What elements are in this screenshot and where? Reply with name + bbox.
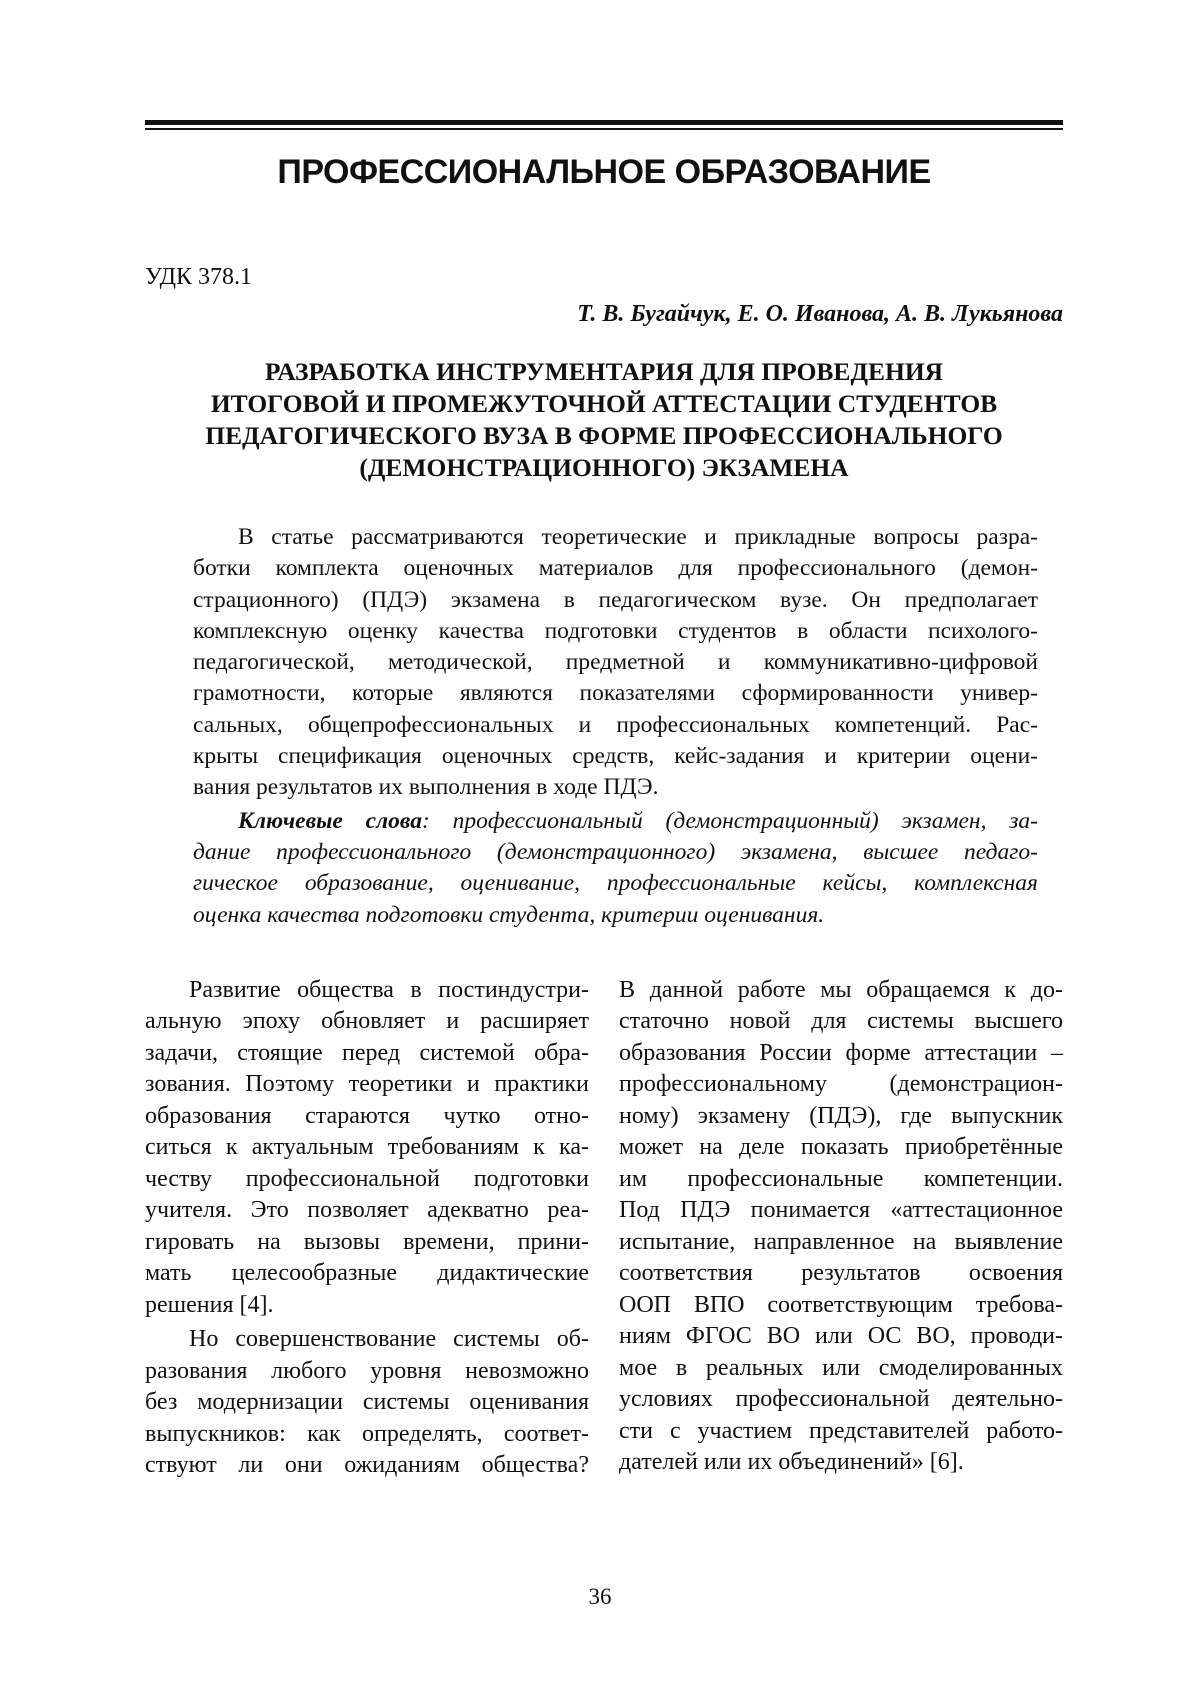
abstract-line: комплексную оценку качества подготовки студентов в области психолого- xyxy=(193,616,1038,647)
section-title: ПРОФЕССИОНАЛЬНОЕ ОБРАЗОВАНИЕ xyxy=(145,152,1063,192)
text-line: ситься к актуальным требованиям к ка- xyxy=(145,1132,589,1164)
text-line: дателей или их объединений» [6]. xyxy=(619,1447,1063,1479)
keywords-line: дание профессионального (демонстрационного) экзамена, высшее педаго- xyxy=(193,837,1038,868)
text-line: испытание, направленное на выявление xyxy=(619,1227,1063,1259)
article-title-line: РАЗРАБОТКА ИНСТРУМЕНТАРИЯ ДЛЯ ПРОВЕДЕНИЯ xyxy=(145,356,1063,388)
paragraph xyxy=(619,975,1063,1479)
text-line: ствуют ли они ожиданиям общества? xyxy=(145,1450,589,1482)
text-line: выпускников: как определять, соответ- xyxy=(145,1419,589,1451)
text-line: без модернизации системы оценивания xyxy=(145,1387,589,1419)
abstract-line: крыты спецификация оценочных средств, кейс-задания и критерии оцени- xyxy=(193,741,1038,772)
abstract-line: В статье рассматриваются теоретические и прикладные вопросы разра- xyxy=(193,522,1038,553)
keywords-line xyxy=(193,806,1038,837)
udk-code: УДК 378.1 xyxy=(145,262,1063,292)
left-column xyxy=(145,975,589,1482)
keywords-line: оценка качества подготовки студента, критерии оценивания. xyxy=(193,900,1038,931)
text-line: гировать на вызовы времени, прини- xyxy=(145,1227,589,1259)
paragraph xyxy=(145,1324,589,1482)
keywords xyxy=(193,806,1038,931)
article-title xyxy=(145,356,1063,484)
paragraph xyxy=(145,975,589,1322)
text-line: мать целесообразные дидактические xyxy=(145,1258,589,1290)
text-line: соответствия результатов освоения xyxy=(619,1258,1063,1290)
text-line: альную эпоху обновляет и расширяет xyxy=(145,1006,589,1038)
abstract-line: страционного) (ПДЭ) экзамена в педагогическом вузе. Он предполагает xyxy=(193,585,1038,616)
journal-page xyxy=(145,120,1063,1482)
right-column xyxy=(619,975,1063,1482)
text-line: честву профессиональной подготовки xyxy=(145,1164,589,1196)
text-line: Но совершенствование системы об- xyxy=(145,1324,589,1356)
abstract xyxy=(193,522,1038,931)
text-line: Под ПДЭ понимается «аттестационное xyxy=(619,1195,1063,1227)
abstract-line: педагогической, методической, предметной и коммуникативно-цифровой xyxy=(193,647,1038,678)
text-line: может на деле показать приобретённые xyxy=(619,1132,1063,1164)
text-line: ниям ФГОС ВО или ОС ВО, проводи- xyxy=(619,1321,1063,1353)
abstract-line: ботки комплекта оценочных материалов для профессионального (демон- xyxy=(193,553,1038,584)
text-line: зования. Поэтому теоретики и практики xyxy=(145,1069,589,1101)
text-line: образования России форме аттестации – xyxy=(619,1038,1063,1070)
article-title-line: ИТОГОВОЙ И ПРОМЕЖУТОЧНОЙ АТТЕСТАЦИИ СТУДЕНТОВ xyxy=(145,388,1063,420)
text-line: решения [4]. xyxy=(145,1290,589,1322)
abstract-line: вания результатов их выполнения в ходе ПДЭ. xyxy=(193,772,1038,803)
header-rule-thick xyxy=(145,120,1063,125)
text-line: сти с участием представителей работо- xyxy=(619,1416,1063,1448)
keywords-label: Ключевые слова xyxy=(238,808,422,834)
text-line: ному) экзамену (ПДЭ), где выпускник xyxy=(619,1101,1063,1133)
text-line: профессиональному (демонстрацион- xyxy=(619,1069,1063,1101)
text-line: ООП ВПО соответствующим требова- xyxy=(619,1290,1063,1322)
keywords-text: : профессиональный (демонстрационный) экзамен, за- xyxy=(422,808,1038,834)
abstract-line: грамотности, которые являются показателями сформированности универ- xyxy=(193,678,1038,709)
body-columns xyxy=(145,975,1063,1482)
text-line: В данной работе мы обращаемся к до- xyxy=(619,975,1063,1007)
text-line: учителя. Это позволяет адекватно реа- xyxy=(145,1195,589,1227)
text-line: образования стараются чутко отно- xyxy=(145,1101,589,1133)
keywords-line: гическое образование, оценивание, профессиональные кейсы, комплексная xyxy=(193,868,1038,899)
text-line: мое в реальных или смоделированных xyxy=(619,1353,1063,1385)
page-number: 36 xyxy=(0,1584,1200,1610)
text-line: разования любого уровня невозможно xyxy=(145,1356,589,1388)
authors: Т. В. Бугайчук, Е. О. Иванова, А. В. Лукьянова xyxy=(145,298,1063,330)
text-line: задачи, стоящие перед системой обра- xyxy=(145,1038,589,1070)
text-line: условиях профессиональной деятельно- xyxy=(619,1384,1063,1416)
article-title-line: ПЕДАГОГИЧЕСКОГО ВУЗА В ФОРМЕ ПРОФЕССИОНАЛЬНОГО xyxy=(145,420,1063,452)
header-rule-thin xyxy=(145,128,1063,130)
text-line: Развитие общества в постиндустри- xyxy=(145,975,589,1007)
abstract-line: сальных, общепрофессиональных и профессиональных компетенций. Рас- xyxy=(193,710,1038,741)
text-line: им профессиональные компетенции. xyxy=(619,1164,1063,1196)
article-title-line: (ДЕМОНСТРАЦИОННОГО) ЭКЗАМЕНА xyxy=(145,452,1063,484)
text-line: статочно новой для системы высшего xyxy=(619,1006,1063,1038)
